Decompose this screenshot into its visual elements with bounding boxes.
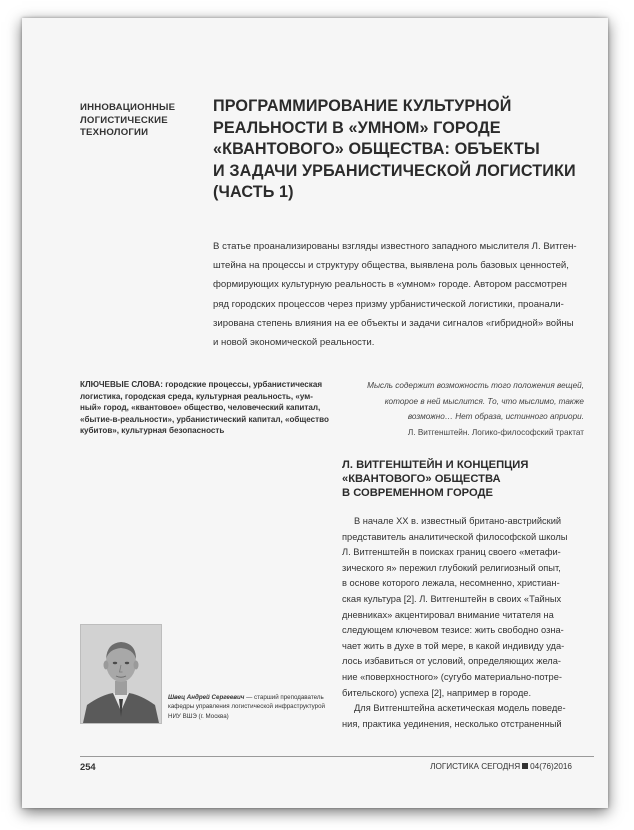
keywords-line: кубитов», культурная безопасность [80, 426, 225, 436]
author-name: Швец Андрей Сергеевич [168, 694, 245, 701]
keywords-line: ный» город, «квантовое» общество, человеческий капитал, [80, 403, 321, 413]
keywords [80, 379, 330, 437]
journal-info [430, 762, 572, 771]
section-label-line: ТЕХНОЛОГИИ [80, 127, 149, 138]
body-line: зического я» пережил глубокий религиозный опыт, [342, 562, 561, 573]
epigraph-quote-line: которое в ней мыслится. То, что мыслимо, также [384, 396, 584, 406]
author-line [168, 693, 338, 702]
body-line: В начале XX в. известный британо-австрийский [354, 516, 562, 526]
page-number: 254 [80, 761, 96, 772]
keywords-line: логистика, городская среда, культурная реальность, «ум- [80, 391, 313, 401]
section-label-line: ЛОГИСТИЧЕСКИЕ [80, 114, 168, 126]
abstract-line: штейна на процессы и структуру общества, выявлена роль базовых ценностей, [213, 260, 569, 272]
author-affiliation: НИУ ВШЭ (г. Москва) [168, 712, 229, 720]
body-line: представитель аналитической философской школы [342, 531, 568, 542]
section-heading [342, 458, 592, 500]
author-portrait-icon [81, 625, 161, 723]
square-separator-icon [522, 763, 528, 769]
body-line: ние «поверхностного» (сугубо материально-потре- [342, 671, 562, 682]
body-line: следующем ключевом тезисе: жить свободно озна- [342, 625, 564, 636]
body-line: ния, практика уединения, несколько отстраненный [342, 718, 562, 729]
abstract-line: формирующих культурную реальность в «умном» городе. Автором рассмотрен [213, 279, 567, 291]
body-line: чает жить в духе в той мере, в какой индивиду уда- [342, 640, 565, 651]
body-line: лось избавиться от условий, определяющих жела- [342, 656, 562, 667]
body-line: дневниках» акцентировал внимание читателя на [342, 609, 554, 620]
body-line: Л. Витгенштейн в поисках границ своего «метафи- [342, 547, 561, 558]
section-label [80, 102, 210, 140]
body-line: ская культура [2]. Л. Витгенштейн в своих «Тайных [342, 593, 562, 604]
keywords-line: КЛЮЧЕВЫЕ СЛОВА: городские процессы, урбанистическая [80, 380, 323, 389]
section-heading-line: «КВАНТОВОГО» ОБЩЕСТВА [342, 473, 501, 485]
epigraph-source: Л. Витгенштейн. Логико-философский трактат [407, 427, 584, 437]
epigraph-quote-line: Мысль содержит возможность того положения вещей, [367, 381, 584, 390]
title-line: ПРОГРАММИРОВАНИЕ КУЛЬТУРНОЙ [213, 97, 512, 115]
keywords-line: «бытие-в-реальности», урбанистический капитал, «общество [80, 414, 329, 424]
body-line: Для Витгенштейна аскетическая модель поведе- [354, 703, 566, 714]
article-title [213, 96, 593, 204]
abstract [213, 237, 598, 352]
section-heading-line: В СОВРЕМЕННОМ ГОРОДЕ [342, 487, 493, 499]
author-info [168, 693, 338, 721]
epigraph [342, 378, 584, 440]
author-photo [80, 624, 162, 724]
title-line: И ЗАДАЧИ УРБАНИСТИЧЕСКОЙ ЛОГИСТИКИ [213, 161, 576, 180]
journal-name: ЛОГИСТИКА СЕГОДНЯ [430, 762, 521, 771]
title-line: (ЧАСТЬ 1) [213, 183, 294, 202]
abstract-line: зирована степень влияния на ее объекты и задачи сигналов «гибридной» войны [213, 317, 574, 329]
author-position: — старший преподаватель [244, 694, 324, 701]
epigraph-quote-line: возможно… Нет образа, истинного априори. [407, 412, 584, 421]
body-line: бительского) успеха [2], например в городе. [342, 687, 532, 698]
author-department: кафедры управления логистической инфраструктурой [168, 703, 326, 711]
title-line: «КВАНТОВОГО» ОБЩЕСТВА: ОБЪЕКТЫ [213, 140, 540, 159]
body-line: в основе которого лежала, несомненно, христиан- [342, 578, 560, 589]
abstract-line: и новой экономической реальности. [213, 337, 375, 349]
body-text [342, 514, 592, 732]
footer-divider [80, 756, 594, 757]
title-line: РЕАЛЬНОСТИ В «УМНОМ» ГОРОДЕ [213, 118, 501, 137]
journal-issue: 04(76)2016 [530, 762, 572, 771]
abstract-line: В статье проанализированы взгляды известного западного мыслителя Л. Витген- [213, 241, 577, 252]
section-label-line: ИННОВАЦИОННЫЕ [80, 102, 176, 113]
section-heading-line: Л. ВИТГЕНШТЕЙН И КОНЦЕПЦИЯ [342, 459, 529, 471]
journal-page [22, 18, 608, 808]
abstract-line: ряд городских процессов через призму урбанистической логистики, проанали- [213, 298, 564, 310]
